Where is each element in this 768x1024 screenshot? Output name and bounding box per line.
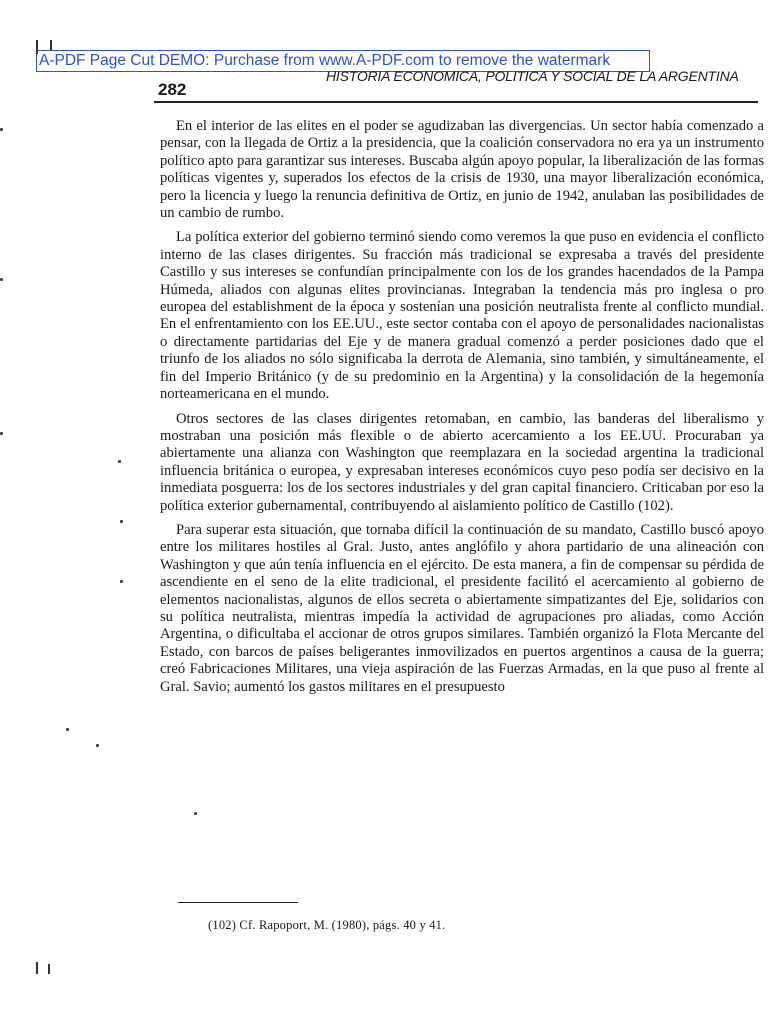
running-head: HISTORIA ECONOMICA, POLITICA Y SOCIAL DE LA ARGENTINA [326, 68, 739, 84]
paragraph-3: Otros sectores de las clases dirigentes retomaban, en cambio, las banderas del liberalismo y mostraban una posición más flexible o de abierto acercamiento a los EE.UU. Procuraban ya abiertamente una alianza con Washington que reemplazara en la sociedad argentina la tradicional influencia británica o europea, y expresaban intereses económicos cuyo peso podía ser decisivo en la inmediata posguerra: los de los sectores industriales y del gran capital financiero. Criticaban por eso la política exterior gubernamental, contribuyendo al aislamiento político de Castillo (102). [160, 410, 764, 514]
page-number: 282 [158, 80, 187, 99]
scan-dot [0, 128, 3, 131]
paragraph-4: Para superar esta situación, que tornaba difícil la continuación de su mandato, Castillo buscó apoyo entre los militares hostiles al Gral. Justo, antes anglófilo y ahora partidario de una alineación con Washington y que aún tenía influencia en el ejército. De esta manera, a fin de compensar su pérdida de ascendiente en el seno de la elite tradicional, el presidente facilitó el acercamiento al gobierno de elementos nacionalistas, algunos de ellos secreta o abiertamente simpatizantes del Eje, solidarios con su política neutralista, mientras impedía la actividad de agrupaciones pro aliadas, como Acción Argentina, o dificultaba el accionar de otros grupos similares. También organizó la Flota Mercante del Estado, con barcos de países beligerantes inmovilizados en puertos argentinos a causa de la guerra; creó Fabricaciones Militares, una vieja aspiración de las Fuerzas Armadas, en la que puso al frente al Gral. Savio; aumentó los gastos militares en el presupuesto [160, 521, 764, 695]
scan-dot [118, 460, 121, 463]
header-rule [154, 101, 758, 103]
scan-mark [36, 962, 38, 974]
scan-dot [66, 728, 69, 731]
scan-dot [120, 520, 123, 523]
body-text [160, 118, 764, 703]
footnote-rule [178, 902, 298, 903]
scan-mark [36, 40, 38, 54]
footnote: (102) Cf. Rapoport, M. (1980), págs. 40 y 41. [208, 918, 446, 932]
scan-dot [120, 580, 123, 583]
scan-dot [0, 278, 3, 281]
paragraph-2: La política exterior del gobierno terminó siendo como veremos la que puso en evidencia el conflicto interno de las clases dirigentes. Su fracción más tradicional se expresaba a través del presidente Castillo y sus intereses se confundían principalmente con los de los grandes hacendados de la Pampa Húmeda, aliados con algunas elites provincianas. Integraban la tendencia más pro inglesa o pro europea del establishment de la época y sostenían una posición neutralista frente al conflicto mundial. En el enfrentamiento con los EE.UU., este sector contaba con el apoyo de personalidades nacionalistas o directamente partidarias del Eje y de manera gradual comenzó a perder posiciones dado que el triunfo de los aliados no sólo significaba la derrota de Alemania, sino también, y simultáneamente, el fin del Imperio Británico (y de su predominio en la Argentina) y la consolidación de la hegemonía norteamericana en el mundo. [160, 229, 764, 403]
scan-dot [0, 432, 3, 435]
watermark-banner: A-PDF Page Cut DEMO: Purchase from www.A-PDF.com to remove the watermark [36, 50, 650, 72]
scan-mark [48, 964, 50, 974]
scan-mark [50, 40, 52, 50]
scan-dot [194, 812, 197, 815]
paragraph-1: En el interior de las elites en el poder se agudizaban las divergencias. Un sector había comenzado a pensar, con la llegada de Ortiz a la presidencia, que la coalición conservadora no era ya un instrumento político apto para garantizar sus intereses. Buscaba algún apoyo popular, la liberalización de las formas políticas vigentes y, superados los efectos de la crisis de 1930, una mayor liberalización económica, pero la licencia y luego la renuncia definitiva de Ortiz, en junio de 1942, anulaban las posibilidades de un cambio de rumbo. [160, 118, 764, 222]
scan-dot [96, 744, 99, 747]
